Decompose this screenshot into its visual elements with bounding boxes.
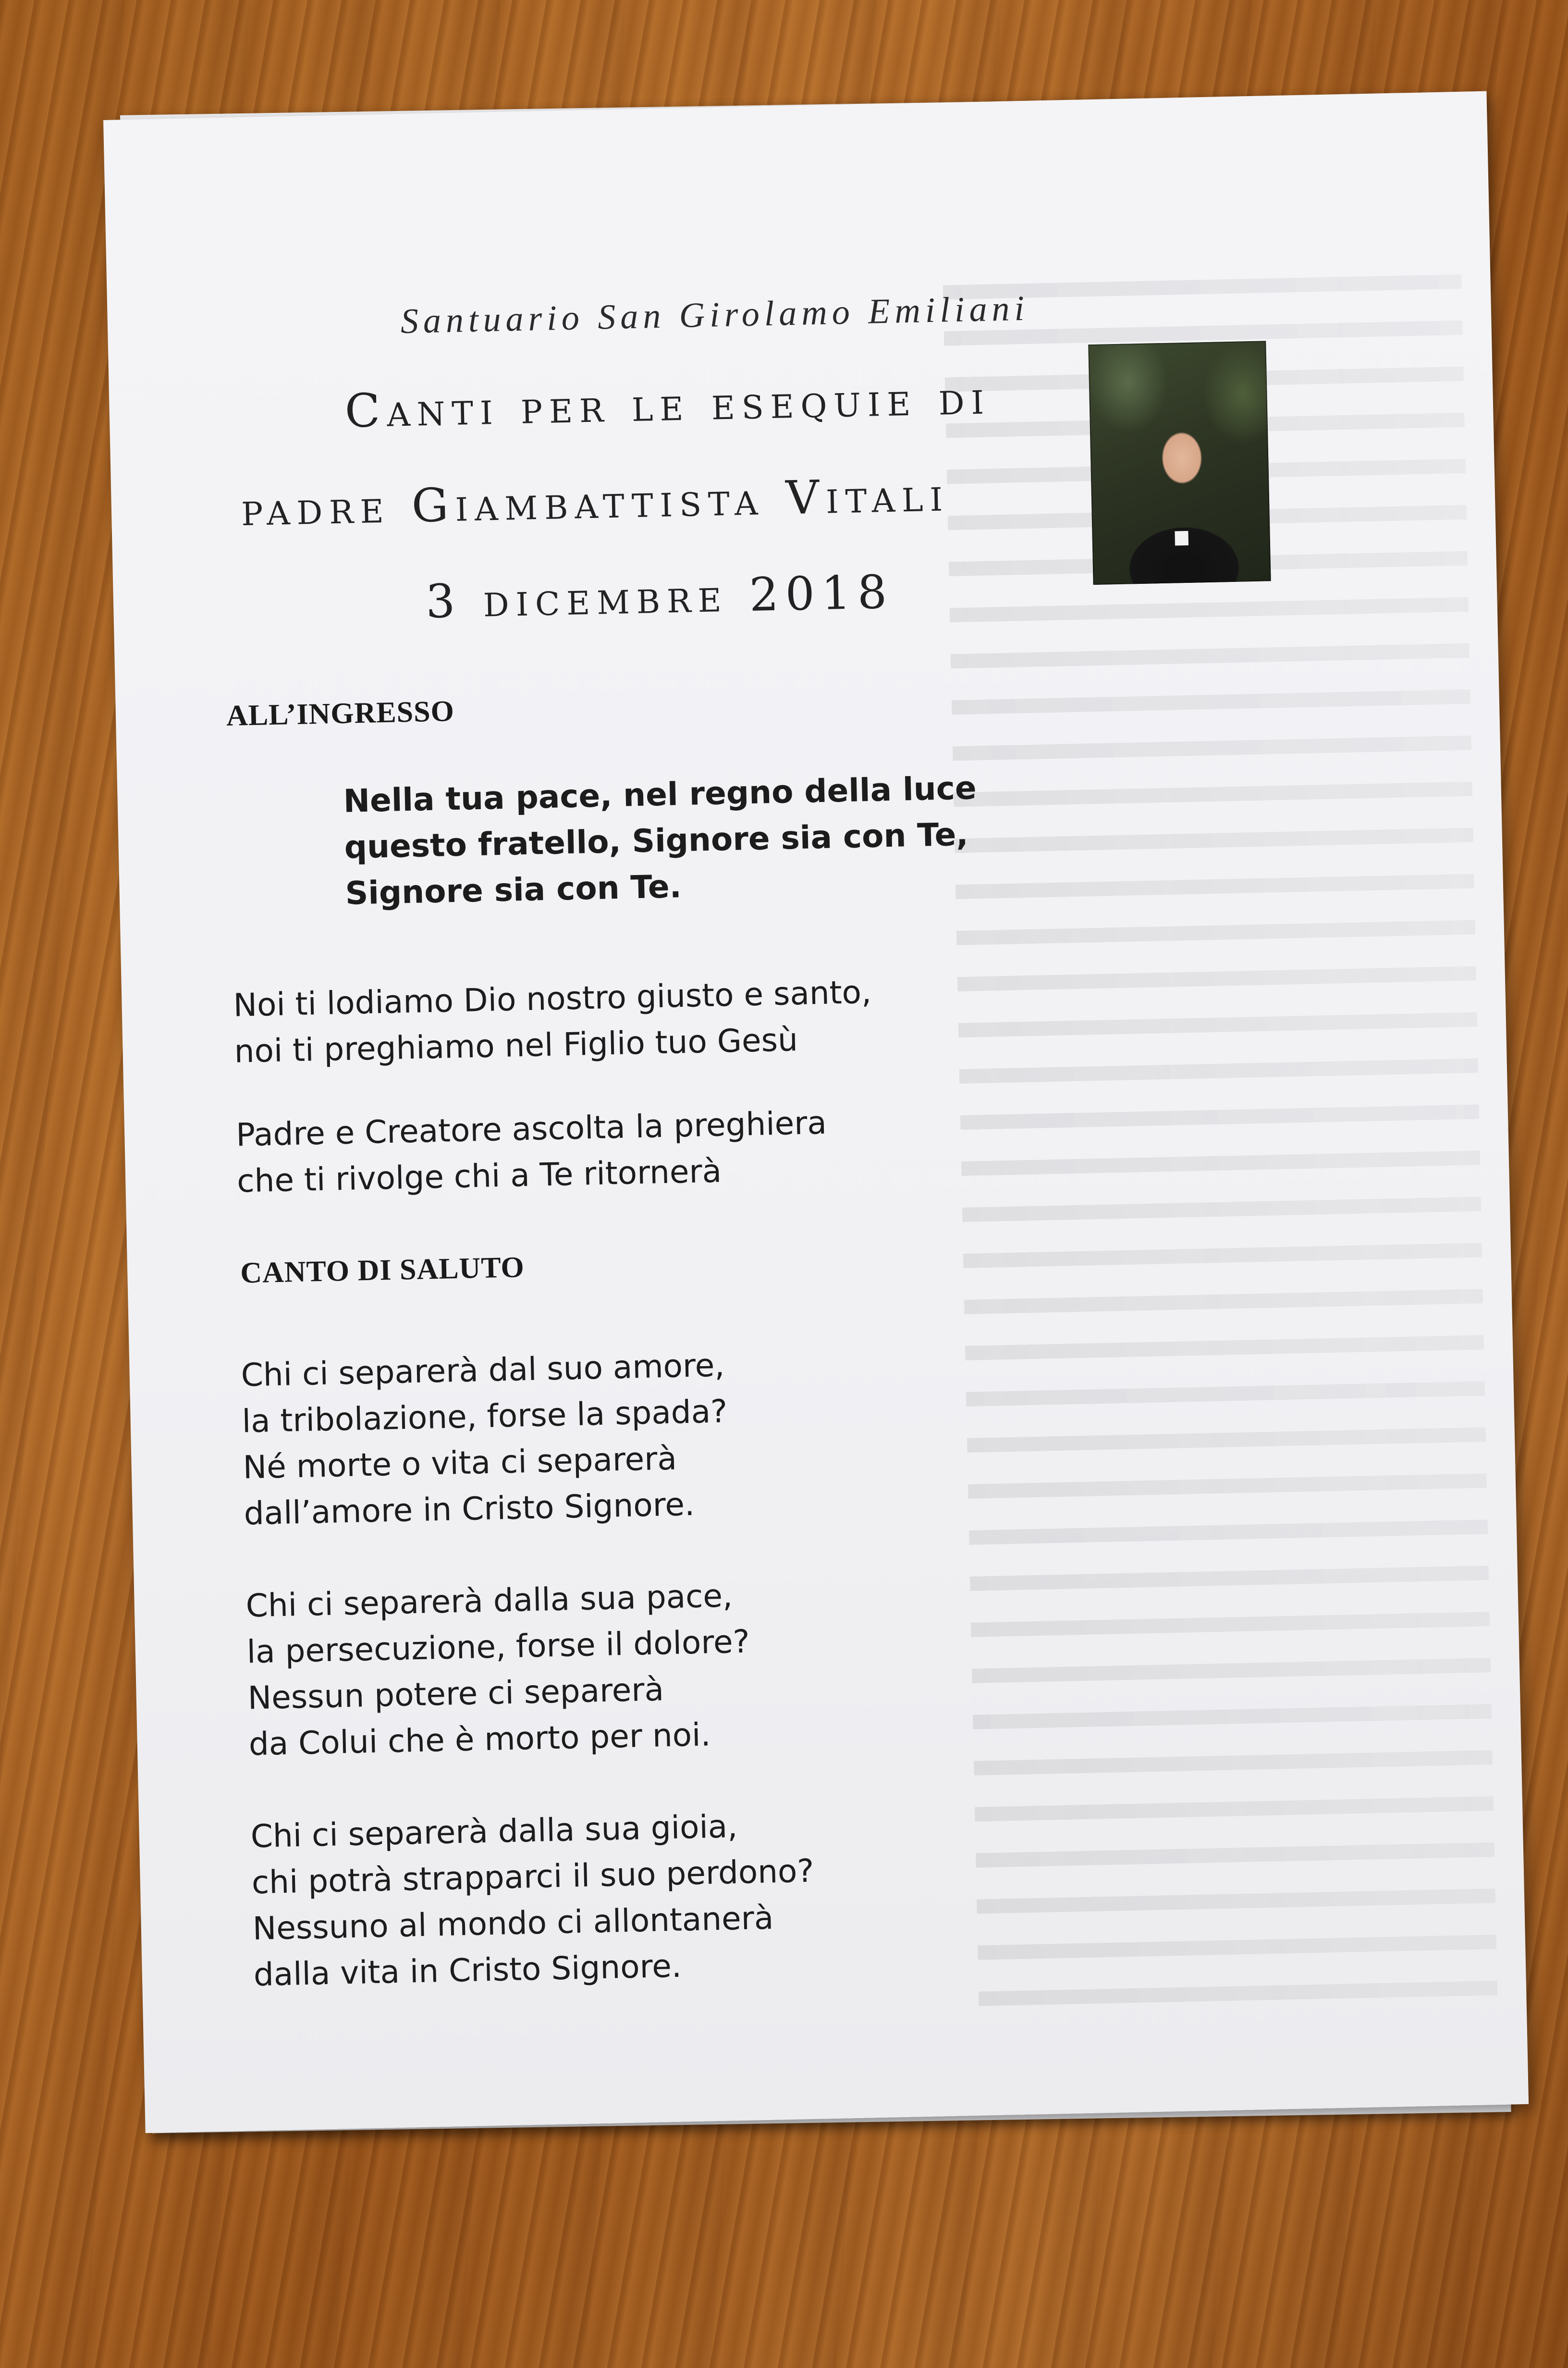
stanza-saluto-3 <box>250 1802 817 1998</box>
stanza-line: Nessun potere ci separerà <box>247 1671 664 1717</box>
stanza-line: Chi ci separerà dalla sua gioia, <box>250 1808 738 1855</box>
program-sheet <box>103 91 1529 2133</box>
stanza-line: noi ti preghiamo nel Figlio tuo Gesù <box>233 1021 798 1070</box>
sheet-content <box>103 91 1529 2133</box>
stanza-line: Né morte o vita ci separerà <box>242 1440 677 1486</box>
stanza-line: Noi ti lodiamo Dio nostro giusto e santo, <box>233 973 872 1024</box>
title-line-2: padre Giambattista Vitali <box>240 468 950 537</box>
title-date: 3 dicembre 2018 <box>425 565 894 629</box>
sanctuary-name: Santuario San Girolamo Emiliani <box>400 288 1029 342</box>
refrain-line: Nella tua pace, nel regno della luce <box>343 769 977 820</box>
stanza-line: la persecuzione, forse il dolore? <box>246 1623 750 1671</box>
stanza-saluto-1 <box>241 1342 730 1537</box>
stanza-line: dalla vita in Cristo Signore. <box>253 1947 682 1994</box>
stanza-line: la tribolazione, forse la spada? <box>241 1393 728 1440</box>
stanza-line: da Colui che è morto per noi. <box>248 1716 711 1763</box>
stanza-line: Chi ci separerà dalla sua pace, <box>245 1577 733 1625</box>
clerical-collar <box>1175 531 1188 546</box>
stanza-line: Nessuno al mondo ci allontanerà <box>252 1899 774 1948</box>
stanza-line: Padre e Creatore ascolta la preghiera <box>235 1104 827 1154</box>
section-heading-saluto: CANTO DI SALUTO <box>240 1251 525 1290</box>
refrain-line: questo fratello, Signore sia con Te, <box>343 815 969 866</box>
stanza-saluto-2 <box>245 1573 752 1768</box>
stanza-line: che ti rivolge chi a Te ritornerà <box>236 1152 722 1200</box>
section-heading-ingresso: ALL’INGRESSO <box>226 694 455 732</box>
stanza-line: chi potrà strapparci il suo perdono? <box>251 1852 815 1901</box>
stanza-ingresso-1 <box>233 969 873 1075</box>
stanza-ingresso-2 <box>235 1100 828 1205</box>
stanza-line: Chi ci separerà dal suo amore, <box>240 1346 725 1394</box>
stanza-line: dall’amore in Cristo Signore. <box>243 1485 695 1532</box>
refrain-ingresso <box>343 765 979 917</box>
priest-portrait-photo <box>1088 341 1271 585</box>
refrain-line: Signore sia con Te. <box>345 868 682 912</box>
title-line-1: Canti per le esequie di <box>344 370 991 438</box>
